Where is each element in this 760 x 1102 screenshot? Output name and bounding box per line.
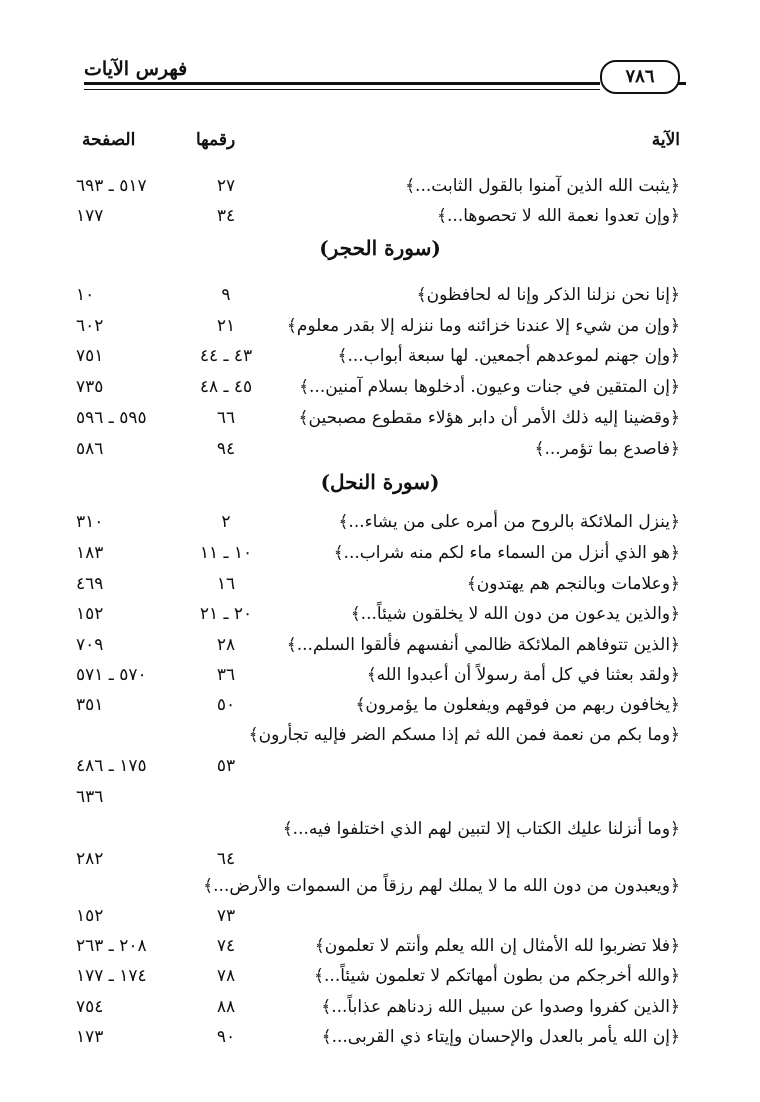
verse-number: ٢٨ — [216, 635, 236, 655]
header-rule-thick — [84, 82, 600, 85]
verse-text: ﴿الذين تتوفاهم الملائكة ظالمي أنفسهم فألقوا السلم...﴾ — [286, 635, 680, 655]
page-ref: ٥٩٥ ـ ٥٩٦ — [76, 408, 147, 428]
page-ref: ٥١٧ ـ ٦٩٣ — [76, 176, 147, 196]
page-ref-continued: ٦٣٦ — [76, 787, 104, 807]
verse-number: ٩٠ — [216, 1027, 236, 1047]
page-ref: ١٥٢ — [76, 906, 104, 926]
verse-text: ﴿فلا تضربوا لله الأمثال إن الله يعلم وأنتم لا تعلمون﴾ — [314, 936, 680, 956]
page-ref: ٢٠٨ ـ ٢٦٣ — [76, 936, 147, 956]
verse-number: ٧٤ — [216, 936, 236, 956]
column-header-page: الصفحة — [82, 130, 136, 150]
page-ref: ١٠ — [76, 285, 95, 305]
verse-text: ﴿وقضينا إليه ذلك الأمر أن دابر هؤلاء مقطوع مصبحين﴾ — [298, 408, 680, 428]
column-header-number: رقمها — [196, 130, 236, 150]
verse-text: ﴿ويعبدون من دون الله ما لا يملك لهم رزقاً من السموات والأرض...﴾ — [203, 876, 680, 896]
verse-number: ٩٤ — [216, 439, 236, 459]
page-ref: ٢٨٢ — [76, 849, 104, 869]
page-ref: ٧٠٩ — [76, 635, 104, 655]
page-ref: ٧٥٤ — [76, 997, 104, 1017]
verse-text: ﴿يخافون ربهم من فوقهم ويفعلون ما يؤمرون﴾ — [355, 695, 680, 715]
verse-text: ﴿إن المتقين في جنات وعيون. أدخلوها بسلام آمنين...﴾ — [299, 377, 680, 397]
surah-heading-hijr: (سورة الحجر) — [319, 236, 441, 260]
verse-number: ٤٥ ـ ٤٨ — [199, 377, 253, 397]
verse-text: ﴿ينزل الملائكة بالروح من أمره على من يشاء...﴾ — [338, 512, 680, 532]
verse-number: ٢ — [221, 512, 231, 532]
verse-number: ٦٦ — [216, 408, 236, 428]
verse-number: ٢٠ ـ ٢١ — [199, 604, 253, 624]
verse-number: ٨٨ — [216, 997, 236, 1017]
verse-text: ﴿وإن من شيء إلا عندنا خزائنه وما ننزله إلا بقدر معلوم﴾ — [286, 316, 680, 336]
verse-text: ﴿ولقد بعثنا في كل أمة رسولاً أن أعبدوا الله﴾ — [366, 665, 680, 685]
verse-number: ٢١ — [216, 316, 236, 336]
verse-text: ﴿الذين كفروا وصدوا عن سبيل الله زدناهم عذاباً...﴾ — [321, 997, 680, 1017]
page-ref: ٧٣٥ — [76, 377, 104, 397]
running-title: فهرس الآيات — [84, 58, 188, 80]
verse-text: ﴿إن الله يأمر بالعدل والإحسان وإيتاء ذي القربى...﴾ — [321, 1027, 680, 1047]
page-ref: ١٧٧ — [76, 206, 104, 226]
verse-text: ﴿وإن تعدوا نعمة الله لا تحصوها...﴾ — [437, 206, 680, 226]
verse-text: ﴿وعلامات وبالنجم هم يهتدون﴾ — [466, 574, 680, 594]
verse-text: ﴿إنا نحن نزلنا الذكر وإنا له لحافظون﴾ — [416, 285, 680, 305]
verse-number: ١٠ ـ ١١ — [199, 543, 253, 563]
page-ref: ٣٥١ — [76, 695, 104, 715]
page-number: ٧٨٦ — [600, 60, 680, 94]
verse-text: ﴿يثبت الله الذين آمنوا بالقول الثابت...﴾ — [405, 176, 680, 196]
page-ref: ٥٧٠ ـ ٥٧١ — [76, 665, 147, 685]
page-ref: ٦٠٢ — [76, 316, 104, 336]
page-ref: ١٧٤ ـ ١٧٧ — [76, 966, 147, 986]
verse-text: ﴿والله أخرجكم من بطون أمهاتكم لا تعلمون شيئاً...﴾ — [314, 966, 680, 986]
verse-number: ٧٨ — [216, 966, 236, 986]
verse-number: ٣٦ — [216, 665, 236, 685]
verse-number: ٧٣ — [216, 906, 236, 926]
verse-text: ﴿وما أنزلنا عليك الكتاب إلا لتبين لهم الذي اختلفوا فيه...﴾ — [282, 819, 680, 839]
page-ref: ١٧٥ ـ ٤٨٦ — [76, 756, 147, 776]
verse-text: ﴿وما بكم من نعمة فمن الله ثم إذا مسكم الضر فإليه تجأرون﴾ — [248, 725, 680, 745]
verse-number: ٦٤ — [216, 849, 236, 869]
verse-text: ﴿والذين يدعون من دون الله لا يخلقون شيئاً...﴾ — [350, 604, 680, 624]
verse-number: ٣٤ — [216, 206, 236, 226]
verse-number: ٤٣ ـ ٤٤ — [199, 346, 253, 366]
verse-text: ﴿فاصدع بما تؤمر...﴾ — [534, 439, 680, 459]
page-ref: ١٥٢ — [76, 604, 104, 624]
page-ref: ١٧٣ — [76, 1027, 104, 1047]
header-rule-thin — [84, 89, 600, 90]
verse-number: ٢٧ — [216, 176, 236, 196]
column-header-verse: الآية — [651, 130, 680, 150]
verse-number: ٥٣ — [216, 756, 236, 776]
page-ref: ٣١٠ — [76, 512, 104, 532]
surah-heading-nahl: (سورة النحل) — [320, 470, 440, 494]
verse-number: ٥٠ — [216, 695, 236, 715]
page-ref: ٤٦٩ — [76, 574, 104, 594]
verse-text: ﴿وإن جهنم لموعدهم أجمعين. لها سبعة أبواب...﴾ — [337, 346, 680, 366]
verse-number: ١٦ — [216, 574, 236, 594]
page-ref: ١٨٣ — [76, 543, 104, 563]
page-ref: ٧٥١ — [76, 346, 104, 366]
page-ref: ٥٨٦ — [76, 439, 104, 459]
verse-number: ٩ — [221, 285, 231, 305]
verse-text: ﴿هو الذي أنزل من السماء ماء لكم منه شراب...﴾ — [333, 543, 680, 563]
